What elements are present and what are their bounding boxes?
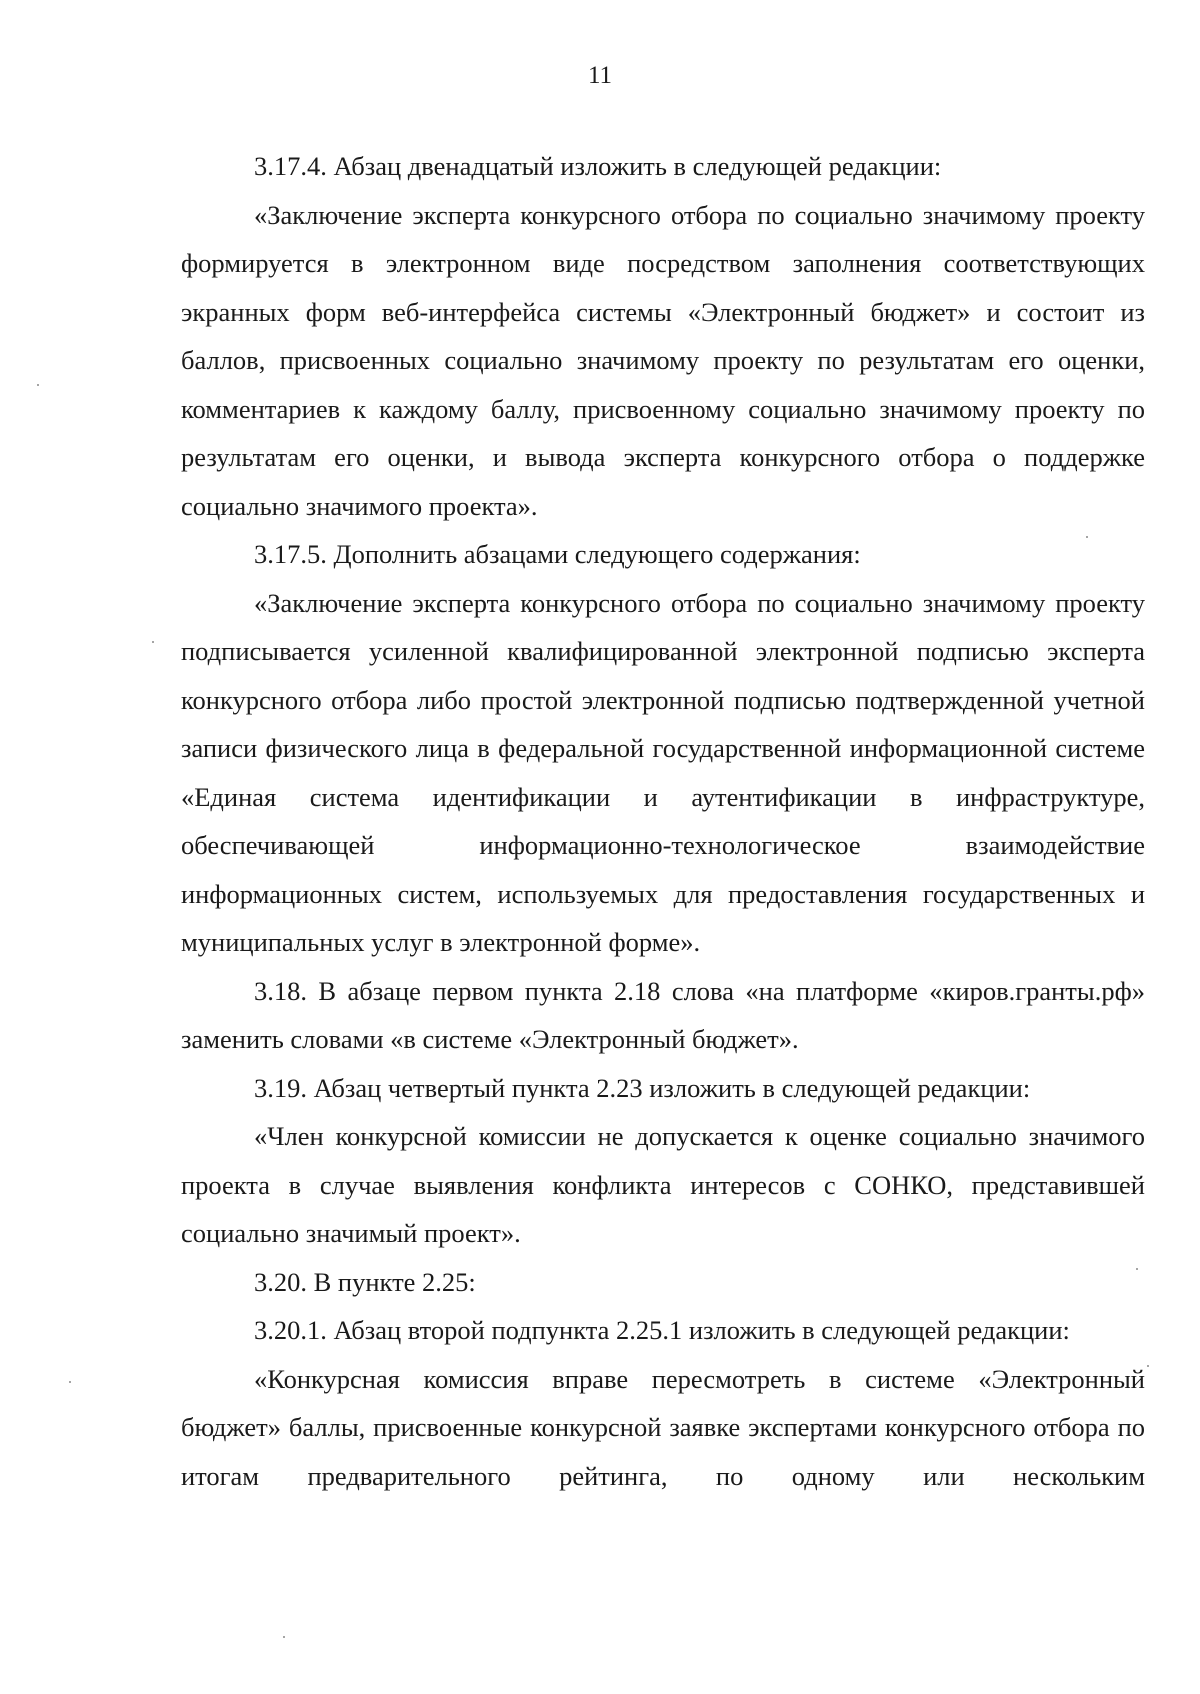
paragraph-3-17-4: 3.17.4. Абзац двенадцатый изложить в следующей редакции: [254,151,942,181]
scan-speck [1136,1268,1138,1270]
paragraph-3-17-5: 3.17.5. Дополнить абзацами следующего содержания: [254,539,861,569]
paragraph-3-18: 3.18. В абзаце первом пункта 2.18 слова «на платформе «киров.гранты.рф» заменить словами «в системе «Электронный бюджет». [181,975,1145,1054]
scan-speck [69,1381,71,1383]
paragraph-expert-conclusion-signature: «Заключение эксперта конкурсного отбора по социально значимому проекту подписывается усиленной квалифицированной электронной подписью эксперта конкурсного отбора либо простой электронной подписью подтвержденной учетной записи физического лица в федеральной государственной информационной системе «Единая система идентификации и аутентификации в инфраструктуре, обеспечивающей информационно-технологическое взаимодействие информационных систем, используемых для предоставления государственных и муниципальных услуг в электронной форме». [181,587,1145,957]
page-number: 11 [587,62,613,89]
paragraph-commission-member: «Член конкурсной комиссии не допускается к оценке социально значимого проекта в случае выявления конфликта интересов с СОНКО, представившей социально значимый проект». [181,1121,1145,1248]
paragraph-3-20: 3.20. В пункте 2.25: [254,1266,476,1297]
scan-speck [1086,536,1088,538]
scan-speck [152,641,154,643]
scan-speck [37,384,39,386]
scan-speck [283,1636,285,1638]
paragraph-expert-conclusion-form: «Заключение эксперта конкурсного отбора по социально значимому проекту формируется в электронном виде посредством заполнения соответствующих экранных форм веб-интерфейса системы «Электронный бюджет» и состоит из баллов, присвоенных социально значимому проекту по результатам его оценки, комментариев к каждому баллу, присвоенному социально значимому проекту по результатам его оценки, и вывода эксперта конкурсного отбора о поддержке социально значимого проекта». [181,199,1145,521]
scan-speck [1147,1365,1149,1367]
paragraph-3-20-1: 3.20.1. Абзац второй подпункта 2.25.1 изложить в следующей редакции: [254,1315,1070,1345]
paragraph-3-19: 3.19. Абзац четвертый пункта 2.23 изложить в следующей редакции: [254,1072,1031,1103]
document-body [181,142,1145,1500]
paragraph-commission-review: «Конкурсная комиссия вправе пересмотреть в системе «Электронный бюджет» баллы, присвоенные конкурсной заявке экспертами конкурсного отбора по итогам предварительного рейтинга, по одному или нескольким [181,1363,1145,1491]
